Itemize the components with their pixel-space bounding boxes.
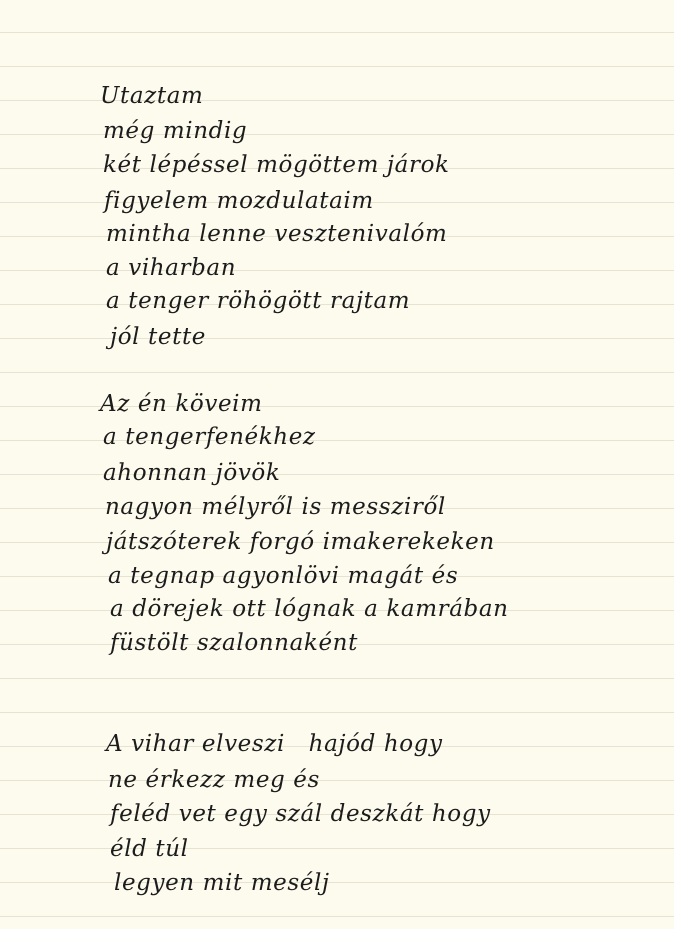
poem-line: a tengerfenékhez — [103, 424, 316, 450]
poem-line: Utaztam — [100, 83, 204, 109]
poem-line: játszóterek forgó imakerekeken — [106, 529, 495, 555]
poem-line: feléd vet egy szál deszkát hogy — [110, 801, 491, 827]
poem-line: éld túl — [110, 836, 189, 862]
poem-line: a tegnap agyonlövi magát és — [108, 563, 459, 589]
poem-line: figyelem mozdulataim — [104, 188, 374, 214]
poem-line: ne érkezz meg és — [108, 767, 320, 793]
poem-line: két lépéssel mögöttem járok — [103, 152, 450, 178]
poem-line: ahonnan jövök — [103, 460, 281, 486]
poem-line: füstölt szalonnaként — [110, 630, 358, 656]
poem-line: legyen mit mesélj — [114, 870, 330, 896]
poem-line: jól tette — [110, 324, 206, 350]
poem-line: Az én köveim — [100, 391, 263, 417]
poem-line: a tenger röhögött rajtam — [106, 288, 411, 314]
poem-line: a dörejek ott lógnak a kamrában — [110, 596, 509, 622]
poem-line: A vihar elveszi hajód hogy — [106, 731, 443, 757]
poem-line: a viharban — [106, 255, 237, 281]
poem-line: nagyon mélyről is messziről — [105, 494, 446, 520]
poem-line: még mindig — [103, 118, 248, 144]
poem-line: mintha lenne vesztenivalóm — [106, 221, 448, 247]
